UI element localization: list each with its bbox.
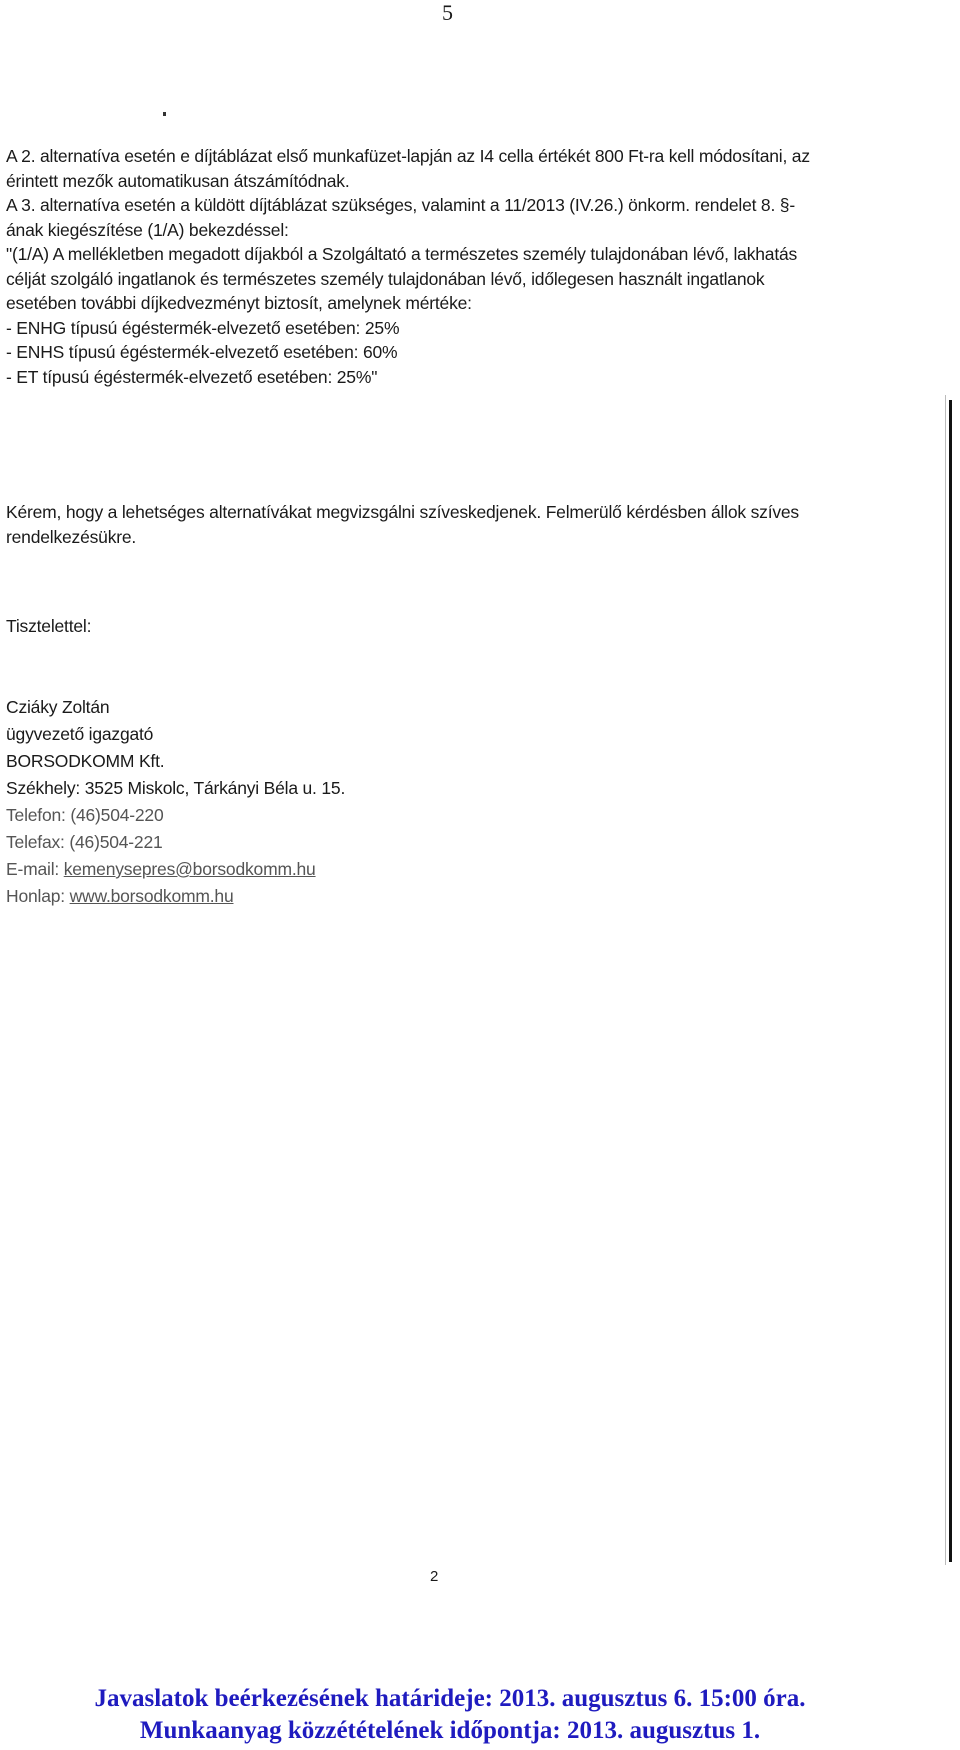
discount-item: - ENHS típusú égéstermék-elvezető esetében: 60% [6,342,398,362]
publication-date-line: Munkaanyag közzétételének időpontja: 2013. augusztus 1. [139,1717,761,1744]
text-line: A 3. alternatíva esetén a küldött díjtáblázat szükséges, valamint a 11/2013 (IV.26.) önkorm. rendelet 8. §- [6,195,795,215]
text-line: ának kiegészítése (1/A) bekezdéssel: [6,219,289,240]
scan-edge-border [949,400,952,1562]
text-line: esetében további díjkedvezményt biztosít, amelynek mértéke: [6,293,472,313]
phone-number: Telefon: (46)504-220 [6,805,164,825]
text-line: rendelkezésükre. [6,526,137,547]
email-line [6,856,896,883]
request-paragraph [6,500,896,549]
alternatives-paragraph [6,144,896,389]
text-line: célját szolgáló ingatlanok és természetes személy tulajdonában lévő, időlegesen használt ingatlanok [6,268,765,289]
text-line: A 2. alternatíva esetén e díjtáblázat első munkafüzet-lapján az I4 cella értékét 800 Ft-ra kell módosítani, az [6,146,810,166]
signatory-title: ügyvezető igazgató [6,724,154,744]
email-label: E-mail: [6,859,64,879]
text-line: érintett mezők automatikusan átszámítódnak. [6,170,350,191]
fax-number: Telefax: (46)504-221 [6,832,163,852]
email-link[interactable]: kemenysepres@borsodkomm.hu [63,859,316,879]
website-label: Honlap: [6,886,70,906]
closing [6,614,896,639]
website-link[interactable]: www.borsodkomm.hu [69,886,234,906]
scan-speck [163,112,166,116]
signature-block [6,694,896,910]
text-line: Kérem, hogy a lehetséges alternatívákat megvizsgálni szíveskedjenek. Felmerülő kérdésben állok szíves [6,502,799,522]
discount-item: - ET típusú égéstermék-elvezető esetében: 25%" [6,366,378,387]
deadline-line: Javaslatok beérkezésének határideje: 2013. augusztus 6. 15:00 óra. [94,1685,806,1712]
company-address: Székhely: 3525 Miskolc, Tárkányi Béla u. 15. [6,778,346,798]
website-line [6,883,896,910]
signatory-name: Cziáky Zoltán [6,697,110,717]
page-number-top: 5 [442,0,453,25]
page-number-bottom: 2 [430,1568,439,1585]
company-name: BORSODKOMM Kft. [6,751,165,771]
scan-edge-line [945,395,946,1565]
footer-notice [0,1683,900,1747]
text-line: "(1/A) A mellékletben megadott díjakból a Szolgáltató a természetes személy tulajdonában lévő, lakhatás [6,244,798,264]
discount-item: - ENHG típusú égéstermék-elvezető esetében: 25% [6,317,400,338]
closing-text: Tisztelettel: [6,616,92,636]
